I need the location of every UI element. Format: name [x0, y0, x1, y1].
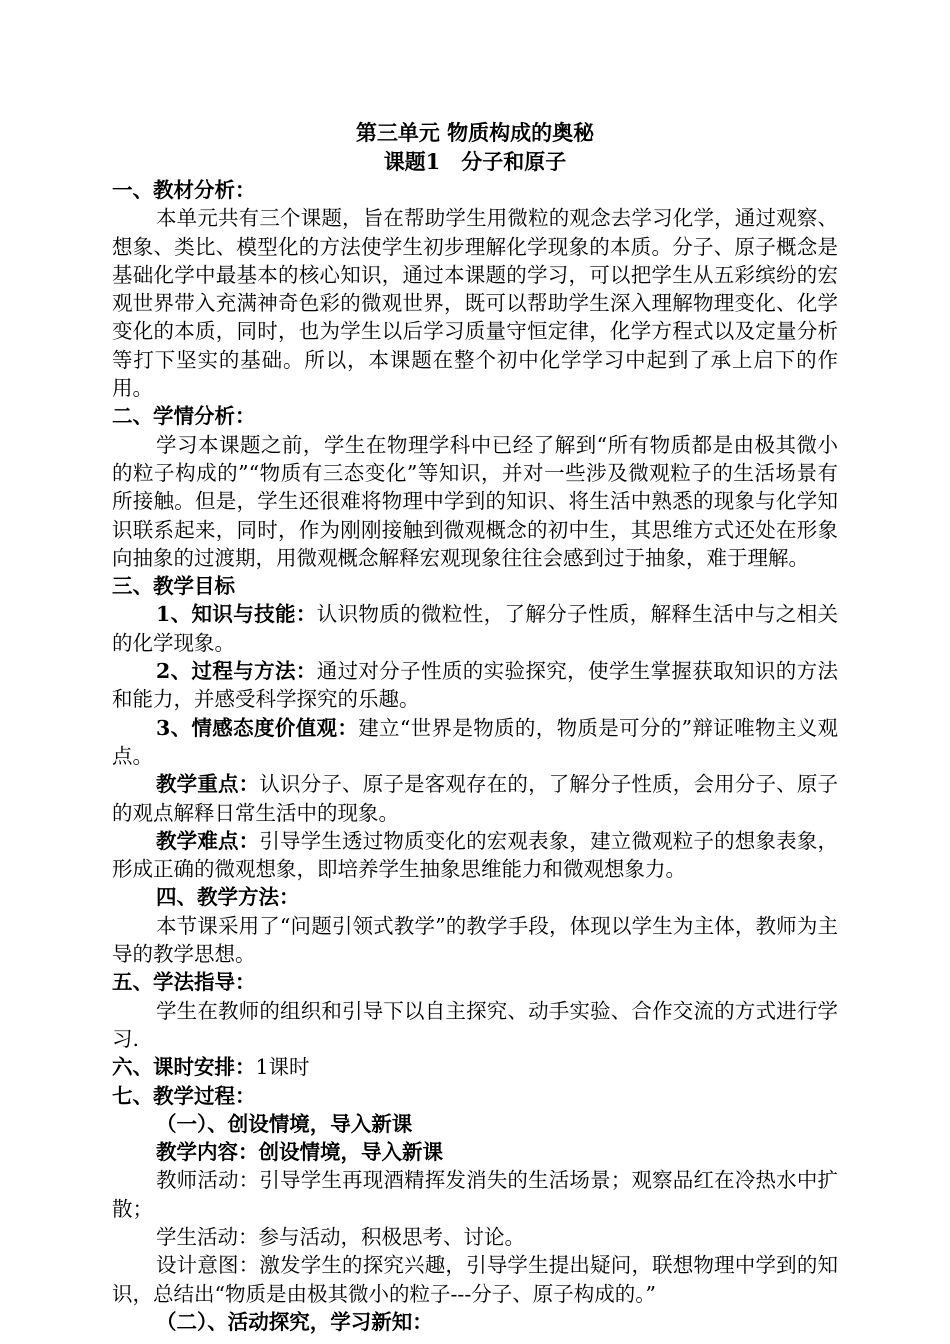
section-4-body: 本节课采用了“问题引领式教学”的教学手段，体现以学生为主体，教师为主导的教学思想。	[112, 913, 838, 967]
key-point-text: 认识分子、原子是客观存在的，了解分子性质，会用分子、原子的观点解释日常生活中的现象。	[112, 772, 838, 825]
section-5-body: 学生在教师的组织和引导下以自主探究、动手实验、合作交流的方式进行学习.	[112, 998, 838, 1051]
section-5-heading: 五、学法指导：	[112, 970, 256, 995]
section-3-heading: 三、教学目标	[112, 574, 235, 599]
key-point	[112, 770, 838, 827]
process-2-heading: （二）、活动探究，学习新知：	[156, 1309, 433, 1334]
goal-3	[112, 714, 838, 771]
goal-3-text: 建立“世界是物质的，物质是可分的”辩证唯物主义观点。	[112, 715, 838, 768]
section-1-heading: 一、教材分析：	[112, 178, 256, 202]
goal-1-label: 1、知识与技能：	[156, 602, 317, 627]
section-2-body: 学习本课题之前，学生在物理学科中已经了解到“所有物质都是由极其微小的粒子构成的”“物质有三态变化”等知识，并对一些涉及微观粒子的生活场景有所接触。但是，学生还很难将物理中学到的知识、将生活中熟悉的现象与化学知识联系起来，同时，作为刚刚接触到微观概念的初中生，其思维方式还处在形象向抽象的过渡期，用微观概念解释宏观现象往往会感到过于抽象，难于理解。	[112, 432, 838, 570]
goal-3-label: 3、情感态度价值观：	[156, 715, 359, 740]
difficulty	[112, 827, 838, 884]
section-6-heading: 六、课时安排：	[112, 1055, 256, 1080]
process-1-content: 教学内容：创设情境，导入新课	[156, 1140, 443, 1165]
goal-2-label: 2、过程与方法：	[156, 659, 317, 684]
document-page	[112, 118, 838, 1336]
section-7-heading: 七、教学过程：	[112, 1083, 256, 1108]
goal-2	[112, 657, 838, 714]
goal-1-text: 认识物质的微粒性，了解分子性质，解释生活中与之相关的化学现象。	[112, 602, 839, 655]
goal-1	[112, 600, 838, 657]
difficulty-text: 引导学生透过物质变化的宏观表象，建立微观粒子的想象表象，形成正确的微观想象，即培养学生抽象思维能力和微观想象力。	[112, 828, 838, 882]
section-4-heading: 四、教学方法：	[156, 885, 300, 910]
process-1-design: 设计意图：激发学生的探究兴趣，引导学生提出疑问，联想物理中学到的知识，总结出“物质是由极其微小的粒子---分子、原子构成的。”	[112, 1253, 838, 1306]
lesson-title: 课题1 分子和原子	[383, 149, 567, 174]
process-1-heading: （一）、创设情境，导入新课	[156, 1111, 413, 1136]
difficulty-label: 教学难点：	[156, 828, 260, 853]
section-1-body: 本单元共有三个课题，旨在帮助学生用微粒的观念去学习化学，通过观察、想象、类比、模型化的方法使学生初步理解化学现象的本质。分子、原子概念是基础化学中最基本的核心知识，通过本课题的学习，可以把学生从五彩缤纷的宏观世界带入充满神奇色彩的微观世界，既可以帮助学生深入理解物理变化、化学变化的本质，同时，也为学生以后学习质量守恒定律，化学方程式以及定量分析等打下坚实的基础。所以，本课题在整个初中化学学习中起到了承上启下的作用。	[112, 206, 838, 401]
process-1-student: 学生活动：参与活动，积极思考、讨论。	[156, 1224, 525, 1249]
section-6-text: 1课时	[255, 1055, 310, 1080]
unit-title: 第三单元 物质构成的奥秘	[355, 120, 595, 145]
process-1-teacher: 教师活动：引导学生再现酒精挥发消失的生活场景；观察品红在冷热水中扩散；	[112, 1168, 838, 1221]
section-2-heading: 二、学情分析：	[112, 404, 256, 429]
section-6	[112, 1053, 838, 1081]
goal-2-text: 通过对分子性质的实验探究，使学生掌握获取知识的方法和能力，并感受科学探究的乐趣。	[112, 659, 839, 712]
key-point-label: 教学重点：	[156, 772, 260, 797]
